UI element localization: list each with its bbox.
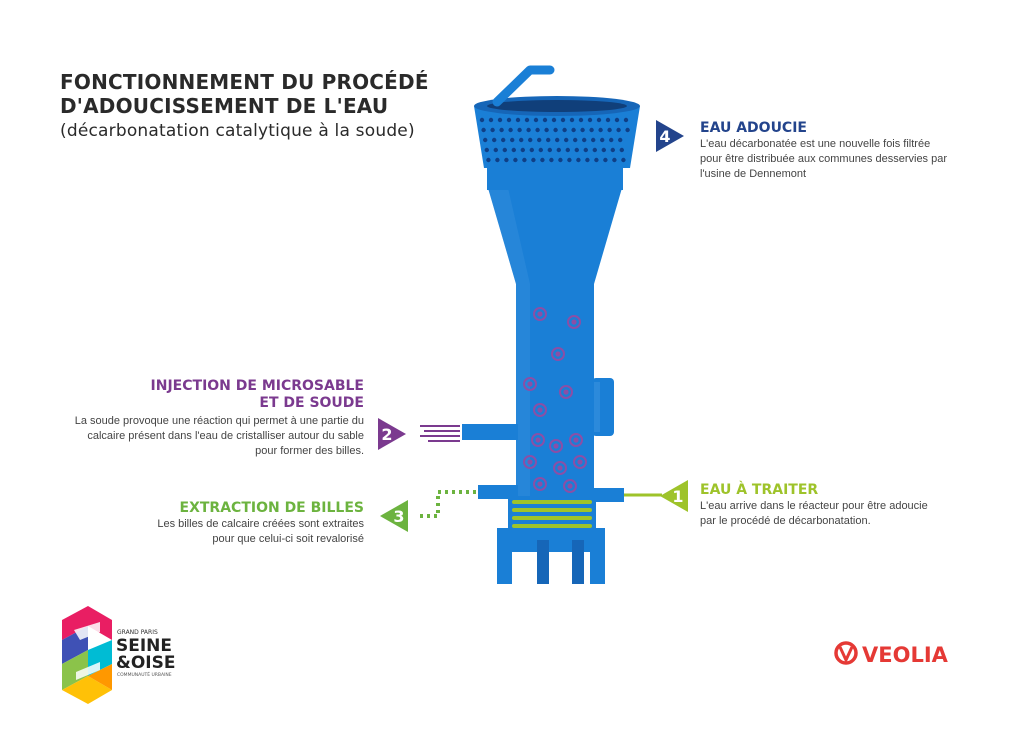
perforation-hole bbox=[543, 118, 547, 122]
perforation-hole bbox=[558, 158, 562, 162]
perforation-hole bbox=[609, 138, 613, 142]
perforation-hole bbox=[620, 148, 624, 152]
inlet-pipe bbox=[594, 488, 662, 502]
step-4-heading: EAU ADOUCIE bbox=[700, 120, 807, 136]
perforation-hole bbox=[534, 118, 538, 122]
perforation-hole bbox=[564, 138, 568, 142]
perforation-hole bbox=[528, 138, 532, 142]
perforation-hole bbox=[544, 128, 548, 132]
perforation-hole bbox=[508, 128, 512, 132]
title-line1: FONCTIONNEMENT DU PROCÉDÉ bbox=[60, 70, 429, 94]
step-number-1: 1 bbox=[672, 487, 684, 506]
perforation-hole bbox=[537, 138, 541, 142]
step-3-heading: EXTRACTION DE BILLES bbox=[179, 500, 364, 516]
perforation-hole bbox=[611, 148, 615, 152]
perforation-hole bbox=[480, 118, 484, 122]
step-number-2: 2 bbox=[381, 425, 393, 444]
perforation-hole bbox=[615, 118, 619, 122]
perforation-hole bbox=[582, 138, 586, 142]
step-number-3: 3 bbox=[393, 507, 405, 526]
step-3-body: Les billes de calcaire créées sont extraites pour que celui-ci soit revalorisé bbox=[157, 518, 364, 545]
perforation-hole bbox=[485, 148, 489, 152]
perforation-hole bbox=[562, 128, 566, 132]
perforation-hole bbox=[580, 128, 584, 132]
perforation-hole bbox=[553, 128, 557, 132]
perforation-hole bbox=[585, 158, 589, 162]
step-2-body: La soude provoque une réaction qui permet à une partie du calcaire présent dans l'eau de cristalliser autour du sable pour former des billes. bbox=[74, 415, 364, 457]
perforation-hole bbox=[600, 138, 604, 142]
perforation-hole bbox=[579, 118, 583, 122]
extraction-pipe bbox=[418, 485, 518, 516]
perforation-hole bbox=[498, 118, 502, 122]
perforation-hole bbox=[499, 128, 503, 132]
step-1-heading: EAU À TRAITER bbox=[700, 482, 819, 498]
perforation-hole bbox=[548, 148, 552, 152]
perforation-hole bbox=[540, 158, 544, 162]
perforation-hole bbox=[531, 158, 535, 162]
perforation-hole bbox=[567, 158, 571, 162]
perforation-hole bbox=[607, 128, 611, 132]
perforation-hole bbox=[588, 118, 592, 122]
perforation-hole bbox=[621, 158, 625, 162]
perforation-hole bbox=[616, 128, 620, 132]
perforation-hole bbox=[490, 128, 494, 132]
perforation-hole bbox=[539, 148, 543, 152]
perforation-hole bbox=[589, 128, 593, 132]
perforation-hole bbox=[516, 118, 520, 122]
perforation-hole bbox=[570, 118, 574, 122]
perforation-hole bbox=[598, 128, 602, 132]
perforation-hole bbox=[510, 138, 514, 142]
perforation-hole bbox=[495, 158, 499, 162]
title-line2: D'ADOUCISSEMENT DE L'EAU bbox=[60, 94, 389, 118]
perforation-hole bbox=[526, 128, 530, 132]
perforation-hole bbox=[503, 148, 507, 152]
perforation-hole bbox=[530, 148, 534, 152]
perforation-hole bbox=[576, 158, 580, 162]
step-1-body: L'eau arrive dans le réacteur pour être adoucie par le procédé de décarbonatation. bbox=[700, 500, 928, 527]
perforation-hole bbox=[552, 118, 556, 122]
perforation-hole bbox=[494, 148, 498, 152]
perforation-hole bbox=[594, 158, 598, 162]
top-filter-basin bbox=[474, 96, 640, 168]
perforation-hole bbox=[625, 128, 629, 132]
title-subtitle: (décarbonatation catalytique à la soude) bbox=[60, 121, 415, 141]
perforation-hole bbox=[573, 138, 577, 142]
perforation-hole bbox=[618, 138, 622, 142]
perforation-hole bbox=[507, 118, 511, 122]
perforation-hole bbox=[492, 138, 496, 142]
perforation-hole bbox=[522, 158, 526, 162]
step-number-4: 4 bbox=[659, 127, 671, 146]
perforation-hole bbox=[575, 148, 579, 152]
perforation-hole bbox=[606, 118, 610, 122]
step-2-heading-line2: ET DE SOUDE bbox=[259, 395, 364, 411]
step-4-block bbox=[700, 120, 955, 182]
step-1-block bbox=[700, 482, 940, 529]
perforation-hole bbox=[486, 158, 490, 162]
step-marker-4 bbox=[656, 120, 684, 152]
step-2-heading-line1: INJECTION DE MICROSABLE bbox=[150, 378, 364, 394]
reactor-base bbox=[497, 528, 605, 584]
perforation-hole bbox=[584, 148, 588, 152]
perforation-hole bbox=[591, 138, 595, 142]
gpso-line3: &OISE bbox=[116, 653, 176, 673]
perforation-hole bbox=[603, 158, 607, 162]
perforation-hole bbox=[501, 138, 505, 142]
perforation-hole bbox=[512, 148, 516, 152]
perforation-hole bbox=[521, 148, 525, 152]
perforation-hole bbox=[504, 158, 508, 162]
perforation-hole bbox=[624, 118, 628, 122]
step-marker-2 bbox=[378, 418, 406, 450]
perforation-hole bbox=[513, 158, 517, 162]
veolia-logo bbox=[836, 643, 949, 667]
perforation-hole bbox=[602, 148, 606, 152]
step-marker-1 bbox=[660, 480, 688, 512]
perforation-hole bbox=[519, 138, 523, 142]
step-3-block bbox=[150, 500, 364, 547]
perforation-hole bbox=[566, 148, 570, 152]
diagram-title bbox=[60, 70, 480, 143]
perforation-hole bbox=[481, 128, 485, 132]
perforation-hole bbox=[597, 118, 601, 122]
veolia-wordmark: VEOLIA bbox=[862, 643, 948, 667]
perforation-hole bbox=[571, 128, 575, 132]
perforation-hole bbox=[546, 138, 550, 142]
perforation-hole bbox=[535, 128, 539, 132]
gpso-line1: GRAND PARIS bbox=[117, 629, 158, 636]
step-marker-3 bbox=[380, 500, 408, 532]
perforation-hole bbox=[517, 128, 521, 132]
perforation-hole bbox=[557, 148, 561, 152]
perforation-hole bbox=[612, 158, 616, 162]
injection-pipe bbox=[420, 424, 518, 441]
heat-exchange-coil bbox=[508, 492, 596, 532]
gpso-line2: SEINE bbox=[116, 636, 173, 656]
perforation-hole bbox=[561, 118, 565, 122]
perforation-hole bbox=[593, 148, 597, 152]
perforation-hole bbox=[549, 158, 553, 162]
perforation-hole bbox=[525, 118, 529, 122]
perforation-hole bbox=[489, 118, 493, 122]
step-4-body: L'eau décarbonatée est une nouvelle fois filtrée pour être distribuée aux communes desservies par l'usine de Dennemont bbox=[700, 138, 948, 180]
gpso-line4: COMMUNAUTÉ URBAINE bbox=[117, 673, 172, 678]
gpso-logo bbox=[62, 606, 175, 704]
perforation-hole bbox=[483, 138, 487, 142]
step-2-block bbox=[72, 378, 364, 459]
perforation-hole bbox=[555, 138, 559, 142]
